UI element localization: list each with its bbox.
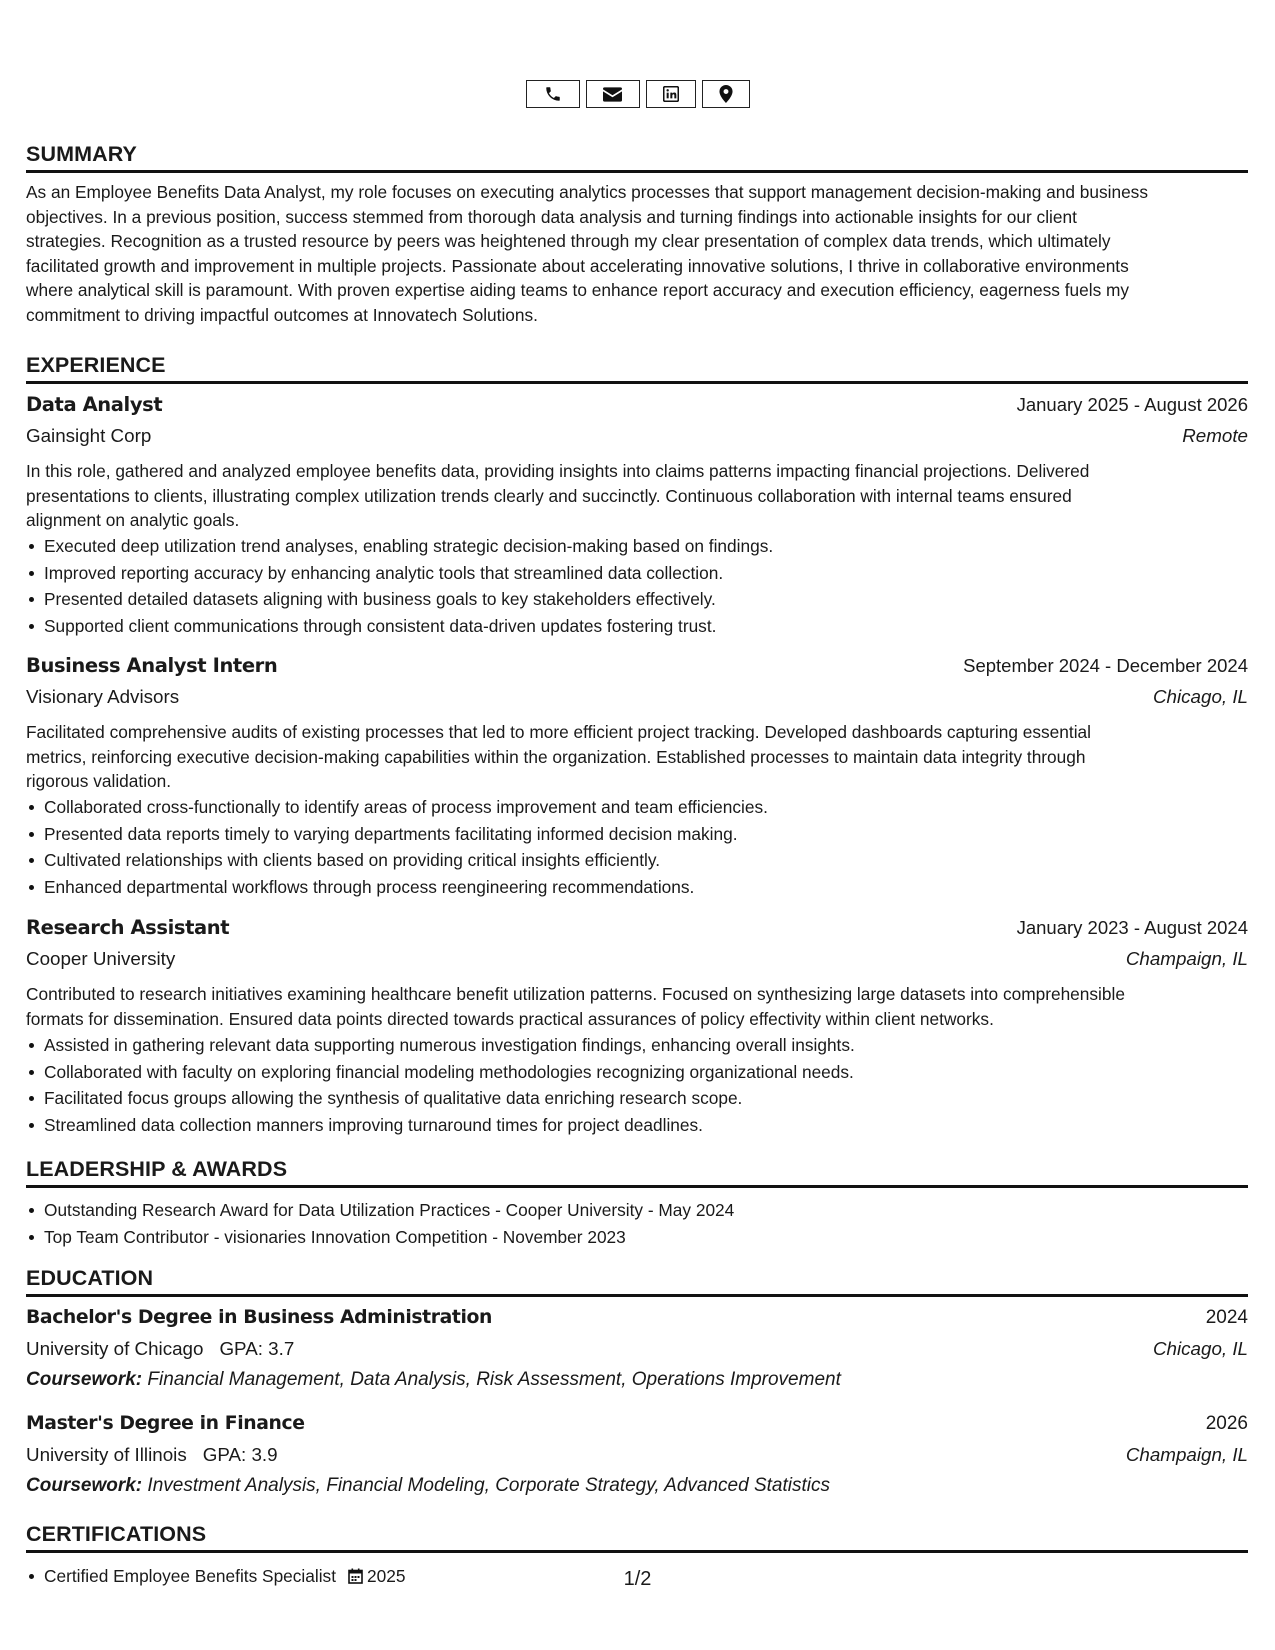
school-name: University of Chicago [26, 1338, 204, 1359]
job-description-line: formats for dissemination. Ensured data points directed towards practical assurances of policy effectivity within client networks. [26, 1008, 994, 1029]
gpa: GPA: 3.9 [202, 1444, 278, 1465]
list-item: Outstanding Research Award for Data Utilization Practices - Cooper University - May 2024 [26, 1198, 1248, 1225]
job-dates: January 2023 - August 2024 [1016, 917, 1248, 938]
linkedin-button[interactable] [646, 80, 696, 108]
job-company: Cooper University [26, 948, 176, 969]
list-item: Executed deep utilization trend analyses, enabling strategic decision-making based on findings. [26, 534, 1248, 561]
summary-heading: SUMMARY [26, 142, 1248, 173]
summary-line: strategies. Recognition as a trusted resource by peers was heightened through my clear presentation of complex data trends, which ultimately [26, 231, 1111, 252]
location-icon [719, 85, 733, 103]
degree-title: Master's Degree in Finance [26, 1413, 305, 1434]
job-description-line: rigorous validation. [26, 771, 172, 792]
experience-heading: EXPERIENCE [26, 353, 1248, 384]
list-item: Streamlined data collection manners improving turnaround times for project deadlines. [26, 1113, 1248, 1140]
job-location: Chicago, IL [1152, 686, 1248, 707]
job-bullets [26, 534, 1248, 640]
degree-header [26, 1307, 1248, 1329]
job-description-line: In this role, gathered and analyzed employee benefits data, providing insights into claims patterns impacting financial projections. Delivered [26, 461, 1090, 481]
job-dates: January 2025 - August 2026 [1016, 394, 1248, 415]
summary-line: objectives. In a previous position, success stemmed from thorough data analysis and turning findings into actionable insights for our client [26, 206, 1077, 227]
coursework-label: Coursework: [26, 1475, 143, 1496]
coursework-label: Coursework: [26, 1369, 143, 1390]
list-item: Cultivated relationships with clients based on providing critical insights efficiently. [26, 848, 1248, 875]
list-item: Presented data reports timely to varying departments facilitating informed decision making. [26, 822, 1248, 849]
leadership-heading: LEADERSHIP & AWARDS [26, 1157, 1248, 1188]
coursework [26, 1475, 1248, 1497]
job-header [26, 916, 1248, 939]
contact-bar [0, 80, 1275, 108]
gpa: GPA: 3.7 [219, 1338, 295, 1359]
job-bullets [26, 1033, 1248, 1139]
job-title: Data Analyst [26, 393, 163, 416]
job-description [26, 982, 1248, 1031]
job-title: Research Assistant [26, 916, 230, 939]
certifications-heading: CERTIFICATIONS [26, 1522, 1248, 1553]
job-description-line: metrics, reinforcing executive decision-making capabilities within the organization. Established processes to maintain data integrity through [26, 746, 1086, 767]
job-description-line: presentations to clients, illustrating complex utilization trends clearly and succinctly. Continuous collaboration with internal teams ensured [26, 485, 1072, 506]
job-location: Remote [1182, 425, 1248, 446]
list-item: Top Team Contributor - visionaries Innovation Competition - November 2023 [26, 1225, 1248, 1252]
coursework-list: Investment Analysis, Financial Modeling, Corporate Strategy, Advanced Statistics [147, 1475, 830, 1496]
list-item: Enhanced departmental workflows through process reengineering recommendations. [26, 875, 1248, 902]
school-location: Champaign, IL [1125, 1444, 1248, 1465]
summary-line: commitment to driving impactful outcomes at Innovatech Solutions. [26, 304, 538, 325]
list-item: Collaborated with faculty on exploring financial modeling methodologies recognizing organizational needs. [26, 1060, 1248, 1087]
job-description [26, 459, 1248, 533]
list-item: Improved reporting accuracy by enhancing analytic tools that streamlined data collection. [26, 561, 1248, 588]
summary-line: As an Employee Benefits Data Analyst, my role focuses on executing analytics processes that support management decision-making and business [26, 182, 1148, 202]
job-description-line: Contributed to research initiatives examining healthcare benefit utilization patterns. Focused on synthesizing large datasets into comprehensible [26, 984, 1125, 1004]
leadership-list [26, 1198, 1248, 1251]
job-description [26, 720, 1248, 794]
job-location: Champaign, IL [1125, 948, 1248, 969]
summary-line: facilitated growth and improvement in multiple projects. Passionate about accelerating innovative solutions, I thrive in collaborative environments [26, 255, 1129, 276]
school-name: University of Illinois [26, 1444, 187, 1465]
job-description-line: Facilitated comprehensive audits of existing processes that led to more efficient project tracking. Developed dashboards capturing essential [26, 722, 1091, 742]
job-subheader [26, 948, 1248, 970]
degree-year: 2026 [1205, 1413, 1248, 1434]
list-item: Assisted in gathering relevant data supporting numerous investigation findings, enhancing overall insights. [26, 1033, 1248, 1060]
page-number: 1/2 [623, 1568, 652, 1590]
job-title: Business Analyst Intern [26, 654, 278, 677]
list-item: Supported client communications through consistent data-driven updates fostering trust. [26, 614, 1248, 641]
job-bullets [26, 795, 1248, 901]
phone-button[interactable] [526, 80, 580, 108]
summary-text [26, 180, 1248, 328]
linkedin-icon [663, 86, 679, 102]
job-subheader [26, 686, 1248, 708]
certification-year: 2025 [367, 1566, 406, 1586]
certification-name: Certified Employee Benefits Specialist [44, 1566, 337, 1586]
location-button[interactable] [702, 80, 750, 108]
school-location: Chicago, IL [1152, 1338, 1248, 1359]
degree-header [26, 1413, 1248, 1435]
list-item: Presented detailed datasets aligning with business goals to key stakeholders effectively. [26, 587, 1248, 614]
degree-subheader [26, 1444, 1248, 1466]
job-company: Gainsight Corp [26, 425, 152, 446]
email-button[interactable] [586, 80, 640, 108]
job-description-line: alignment on analytic goals. [26, 510, 240, 531]
job-header [26, 654, 1248, 677]
job-subheader [26, 425, 1248, 447]
job-dates: September 2024 - December 2024 [963, 655, 1248, 676]
degree-subheader [26, 1338, 1248, 1360]
coursework [26, 1369, 1248, 1391]
job-header [26, 393, 1248, 416]
list-item: Collaborated cross-functionally to identify areas of process improvement and team efficiencies. [26, 795, 1248, 822]
summary-line: where analytical skill is paramount. With proven expertise aiding teams to enhance report accuracy and execution efficiency, eagerness fuels my [26, 280, 1130, 301]
phone-icon [544, 85, 562, 103]
coursework-list: Financial Management, Data Analysis, Risk Assessment, Operations Improvement [147, 1369, 841, 1390]
list-item: Facilitated focus groups allowing the synthesis of qualitative data enriching research scope. [26, 1086, 1248, 1113]
email-icon [603, 87, 622, 102]
education-heading: EDUCATION [26, 1266, 1248, 1297]
job-company: Visionary Advisors [26, 686, 180, 707]
degree-year: 2024 [1205, 1307, 1248, 1328]
degree-title: Bachelor's Degree in Business Administration [26, 1307, 492, 1328]
